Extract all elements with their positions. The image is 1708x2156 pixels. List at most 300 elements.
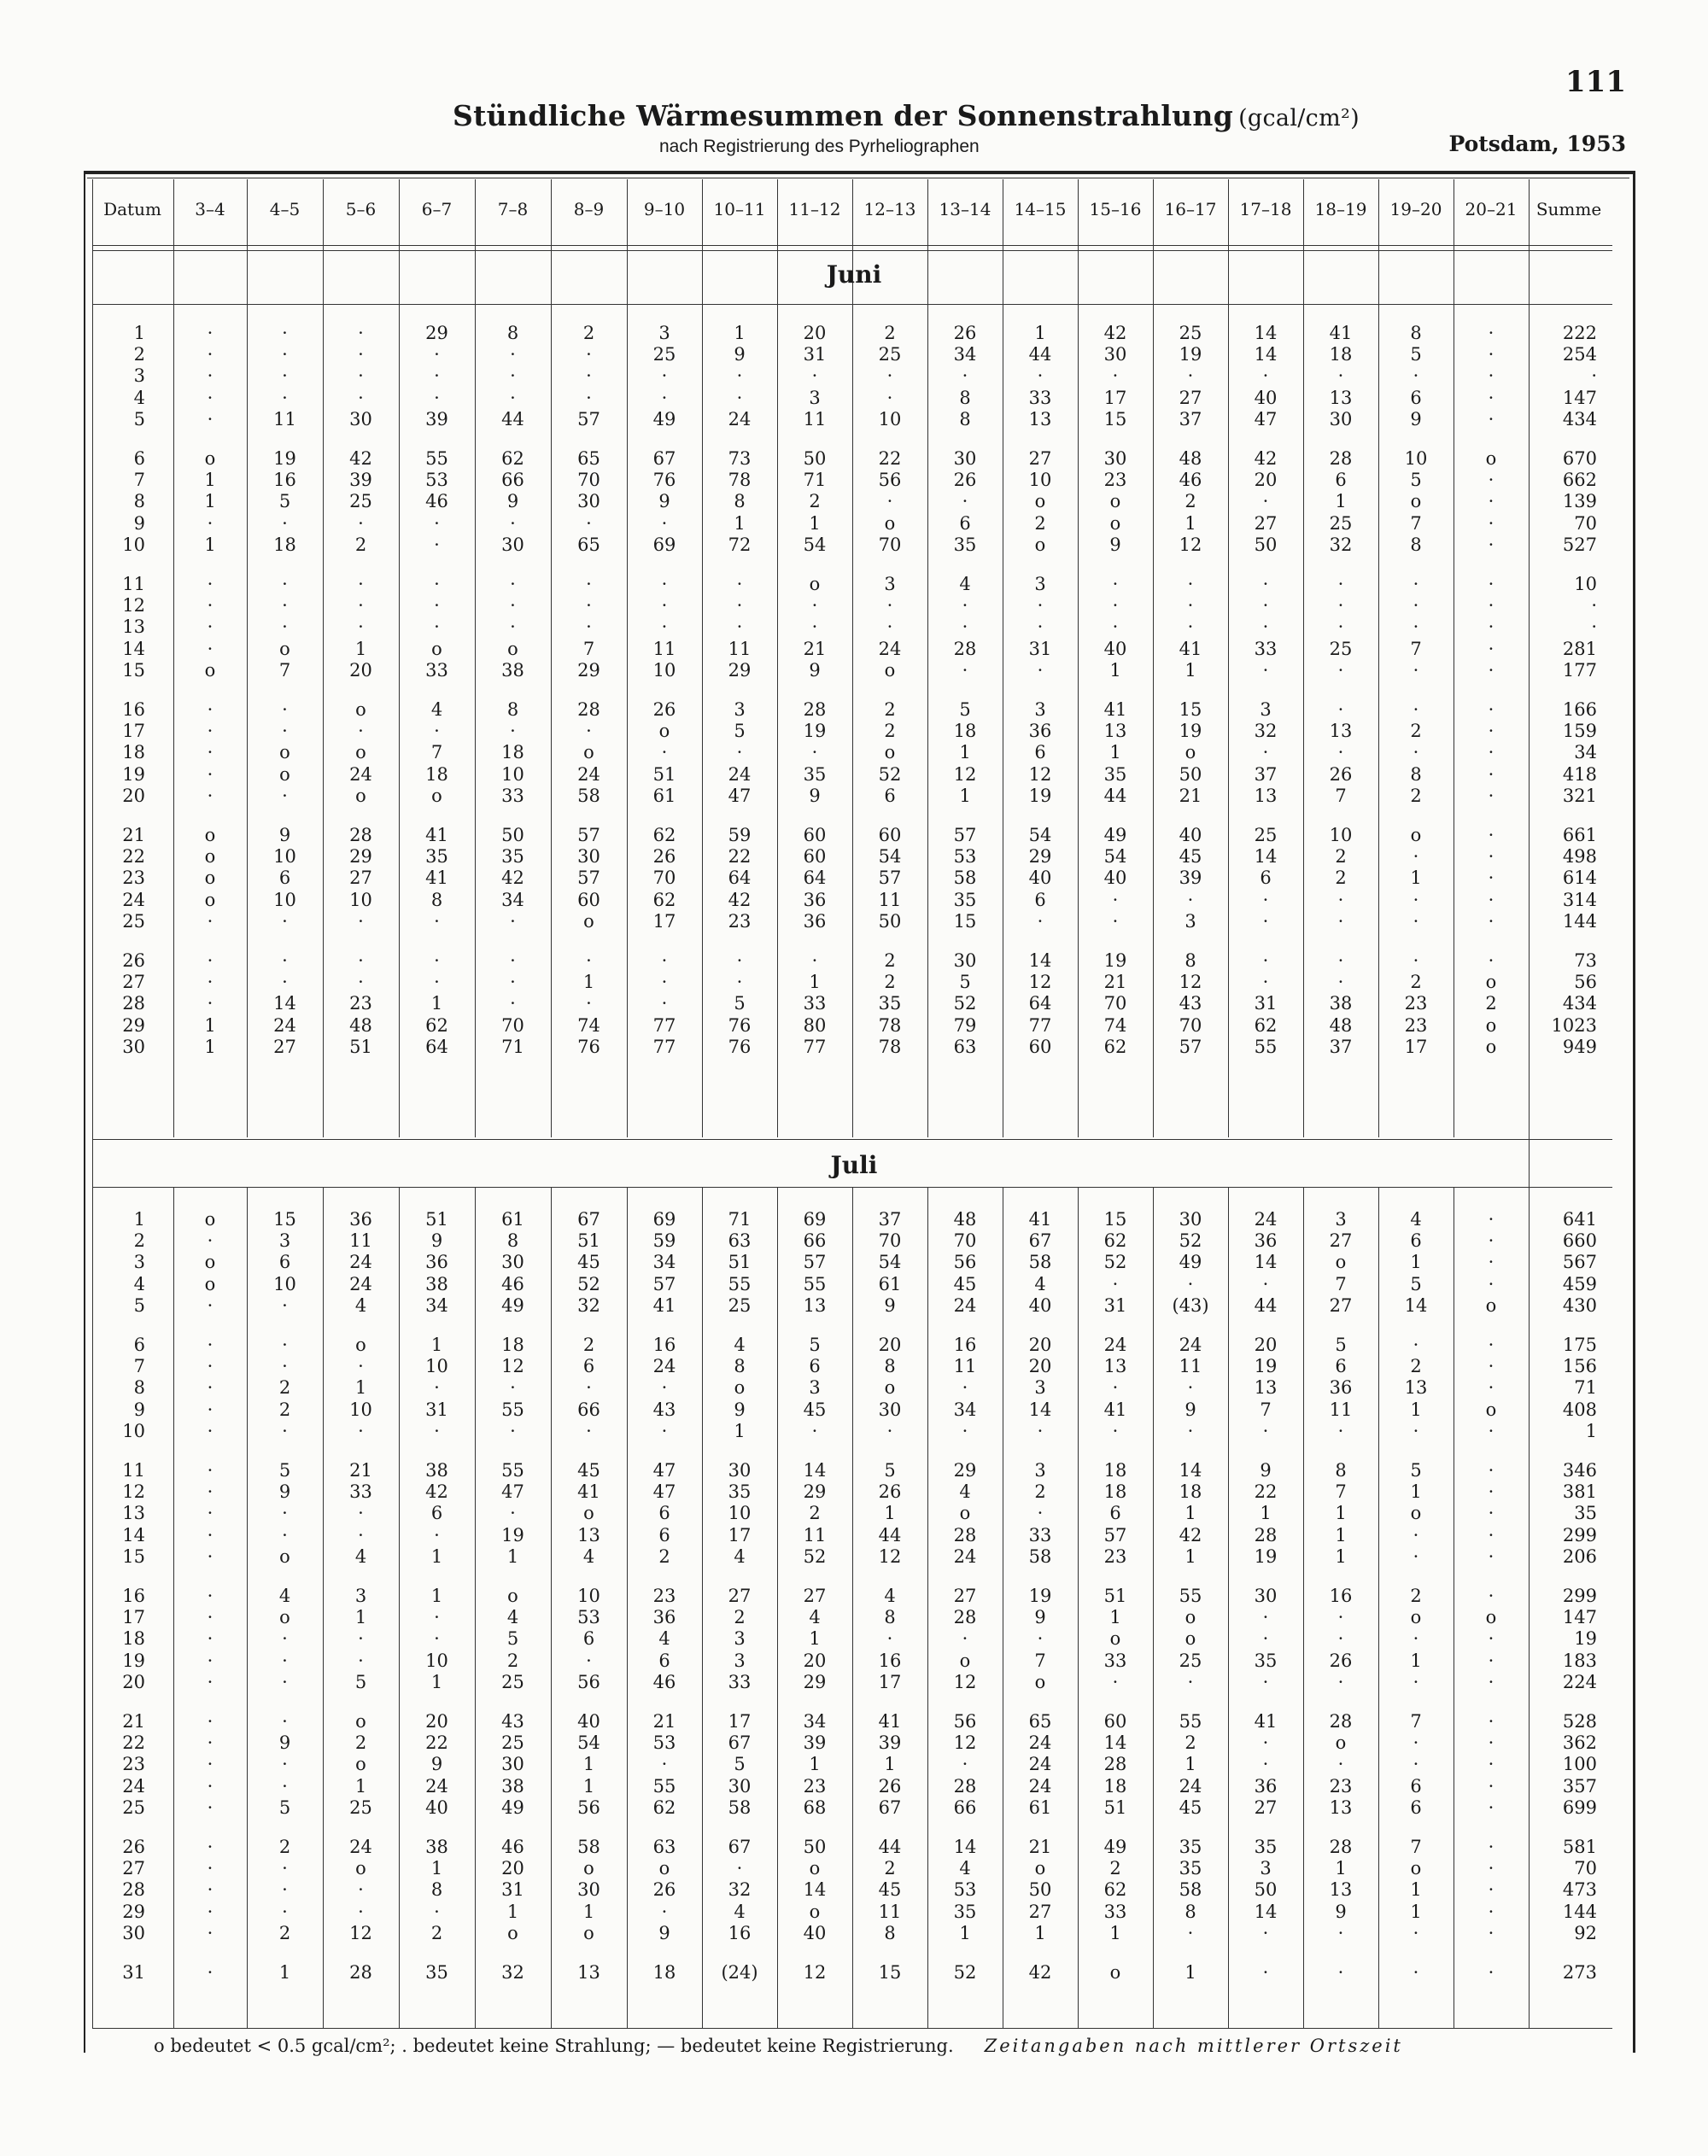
hourly-value: 13 <box>1103 721 1127 742</box>
hourly-value: o <box>1109 491 1121 512</box>
hourly-value: · <box>1262 659 1269 681</box>
column-header-datum: Datum <box>103 199 161 219</box>
hourly-value: · <box>358 616 364 638</box>
hourly-value: · <box>1488 1481 1494 1503</box>
hourly-value: 66 <box>501 470 524 491</box>
hourly-value: · <box>661 574 668 594</box>
hourly-value: · <box>1112 574 1119 594</box>
daily-sum: 147 <box>1562 1607 1597 1628</box>
hourly-value: · <box>207 950 214 971</box>
hourly-value: 1 <box>1410 1650 1422 1671</box>
hourly-value: 9 <box>1260 1460 1272 1481</box>
hourly-value: 2 <box>1410 1586 1422 1606</box>
hourly-value: · <box>207 595 214 616</box>
hourly-value: 33 <box>425 659 448 681</box>
hourly-value: 45 <box>577 1252 600 1273</box>
hourly-value: 27 <box>803 1586 827 1606</box>
hourly-value: · <box>207 1230 214 1252</box>
hourly-value: o <box>884 1377 896 1399</box>
hourly-value: 27 <box>349 868 372 889</box>
hourly-value: 1 <box>1410 1879 1422 1901</box>
hourly-value: 4 <box>959 574 971 594</box>
hourly-value: 54 <box>878 846 902 868</box>
hourly-value: · <box>510 512 516 534</box>
column-header-hour: 16–17 <box>1164 199 1217 219</box>
hourly-value: 13 <box>1103 1356 1127 1377</box>
hourly-value: o <box>1034 534 1046 555</box>
hourly-value: 5 <box>278 491 291 512</box>
hourly-value: 11 <box>803 1524 827 1545</box>
daily-sum: 56 <box>1574 972 1597 993</box>
column-header-hour: 20–21 <box>1465 199 1518 219</box>
hourly-value: · <box>811 595 818 616</box>
hourly-value: 24 <box>349 1837 372 1857</box>
hourly-value: 8 <box>1335 1460 1347 1481</box>
hourly-value: 6 <box>582 1356 595 1377</box>
column-header-hour: 5–6 <box>345 199 377 219</box>
hourly-value: · <box>586 616 592 638</box>
hourly-value: 43 <box>501 1711 524 1732</box>
hourly-value: · <box>1488 1754 1494 1775</box>
hourly-value: · <box>811 616 818 638</box>
hourly-value: · <box>1262 972 1269 993</box>
hourly-value: · <box>207 387 214 408</box>
hourly-value: · <box>282 1335 288 1355</box>
hourly-value: 46 <box>425 491 448 512</box>
daily-sum: 430 <box>1562 1294 1597 1316</box>
hourly-value: 1 <box>734 323 746 343</box>
hourly-value: 11 <box>652 638 676 659</box>
hourly-value: 50 <box>1028 1879 1052 1901</box>
hourly-value: 10 <box>728 1503 752 1524</box>
header-bottom-rule <box>92 245 1612 246</box>
hourly-value: 62 <box>652 1797 676 1818</box>
daily-sum: 73 <box>1574 950 1597 971</box>
hourly-value: 33 <box>1103 1650 1127 1671</box>
hourly-value: 20 <box>1028 1335 1052 1355</box>
hourly-value: · <box>1187 595 1194 616</box>
hourly-value: 76 <box>652 470 676 491</box>
hourly-value: 39 <box>803 1732 827 1754</box>
hourly-value: 57 <box>577 408 600 429</box>
hourly-value: 36 <box>425 1252 448 1273</box>
hourly-value: · <box>962 365 968 387</box>
hourly-value: 1 <box>1410 1481 1422 1503</box>
hourly-value: 34 <box>652 1252 676 1273</box>
daily-sum: 34 <box>1574 742 1597 763</box>
hourly-value: 7 <box>1034 1650 1046 1671</box>
hourly-value: o <box>1184 1628 1196 1650</box>
hourly-value: 21 <box>652 1711 676 1732</box>
hourly-value: 8 <box>430 889 443 910</box>
hourly-value: 4 <box>1034 1273 1046 1294</box>
hourly-value: · <box>358 344 364 365</box>
day-number: 28 <box>122 1879 145 1901</box>
hourly-value: 24 <box>349 763 372 785</box>
hourly-value: 10 <box>273 1273 296 1294</box>
hourly-value: 24 <box>652 1356 676 1377</box>
hourly-value: 13 <box>1028 408 1052 429</box>
hourly-value: 41 <box>1103 699 1127 720</box>
hourly-value: 74 <box>577 1014 600 1036</box>
hourly-value: · <box>1262 1420 1269 1441</box>
hourly-value: 45 <box>803 1399 827 1420</box>
daily-sum: 100 <box>1562 1754 1597 1775</box>
place-year: Potsdam, 1953 <box>1448 131 1626 156</box>
hourly-value: o <box>1034 491 1046 512</box>
hourly-value: 24 <box>1028 1732 1052 1754</box>
day-number: 18 <box>122 1628 145 1650</box>
title-unit: (gcal/cm²) <box>1238 105 1360 131</box>
hourly-value: · <box>207 1545 214 1567</box>
hourly-value: 67 <box>1028 1230 1052 1252</box>
hourly-value: 1 <box>1410 1252 1422 1273</box>
hourly-value: o <box>1335 1732 1347 1754</box>
hourly-value: 27 <box>273 1036 296 1057</box>
daily-sum: · <box>1591 365 1597 387</box>
daily-sum: 254 <box>1562 344 1597 365</box>
day-number: 12 <box>122 1481 145 1503</box>
hourly-value: 12 <box>878 1545 902 1567</box>
hourly-value: 50 <box>803 448 827 469</box>
hourly-value: 14 <box>273 993 296 1014</box>
hourly-value: 5 <box>278 1797 291 1818</box>
hourly-value: · <box>962 616 968 638</box>
hourly-value: 6 <box>658 1650 670 1671</box>
hourly-value: 12 <box>1028 972 1052 993</box>
hourly-value: 66 <box>803 1230 827 1252</box>
hourly-value: · <box>1112 1273 1119 1294</box>
hourly-value: 29 <box>425 323 448 343</box>
hourly-value: 45 <box>1179 846 1202 868</box>
daily-sum: 35 <box>1574 1503 1597 1524</box>
hourly-value: 36 <box>803 910 827 932</box>
daily-sum: 641 <box>1562 1209 1597 1230</box>
hourly-value: 27 <box>1179 387 1202 408</box>
hourly-value: 3 <box>1260 699 1272 720</box>
hourly-value: 33 <box>349 1481 372 1503</box>
hourly-value: · <box>661 950 668 971</box>
hourly-value: 1 <box>278 1962 291 1983</box>
hourly-value: · <box>282 512 288 534</box>
hourly-value: 61 <box>1028 1797 1052 1818</box>
daily-sum: 567 <box>1562 1252 1597 1273</box>
hourly-value: 12 <box>1028 763 1052 785</box>
hourly-value: 60 <box>1103 1711 1127 1732</box>
hourly-value: 29 <box>349 846 372 868</box>
hourly-value: 64 <box>728 868 752 889</box>
hourly-value: · <box>510 595 516 616</box>
hourly-value: 63 <box>728 1230 752 1252</box>
hourly-value: o <box>204 889 216 910</box>
hourly-value: 6 <box>1260 868 1272 889</box>
hourly-value: o <box>959 1650 971 1671</box>
daily-sum: 434 <box>1562 408 1597 429</box>
hourly-value: o <box>658 721 670 742</box>
hourly-value: 29 <box>803 1671 827 1692</box>
hourly-value: 14 <box>803 1879 827 1901</box>
hourly-value: 62 <box>1103 1879 1127 1901</box>
hourly-value: 2 <box>884 721 896 742</box>
hourly-value: 9 <box>1034 1607 1046 1628</box>
daily-sum: · <box>1591 616 1597 638</box>
hourly-value: 35 <box>425 1962 448 1983</box>
hourly-value: o <box>583 910 594 932</box>
hourly-value: · <box>358 1628 364 1650</box>
hourly-value: 35 <box>803 763 827 785</box>
hourly-value: (24) <box>721 1962 758 1983</box>
hourly-value: 30 <box>1329 408 1353 429</box>
hourly-value: 12 <box>501 1356 524 1377</box>
hourly-value: o <box>204 448 216 469</box>
daily-sum: 281 <box>1562 638 1597 659</box>
column-header-hour: 14–15 <box>1014 199 1067 219</box>
hourly-value: 1 <box>1410 868 1422 889</box>
hourly-value: · <box>586 574 592 594</box>
day-number: 6 <box>133 1335 145 1355</box>
hourly-value: 1 <box>1260 1503 1272 1524</box>
hourly-value: 7 <box>1335 1481 1347 1503</box>
hourly-value: 28 <box>953 1775 977 1797</box>
hourly-value: 19 <box>803 721 827 742</box>
hourly-value: 39 <box>1179 868 1202 889</box>
hourly-value: 67 <box>878 1797 902 1818</box>
daily-sum: 314 <box>1562 889 1597 910</box>
table-left-rule <box>92 179 93 2028</box>
hourly-value: 11 <box>273 408 296 429</box>
hourly-value: 7 <box>1335 785 1347 806</box>
hourly-value: 16 <box>728 1922 752 1943</box>
hourly-value: 62 <box>1254 1014 1278 1036</box>
hourly-value: 56 <box>878 470 902 491</box>
hourly-value: 17 <box>652 910 676 932</box>
day-number: 3 <box>133 365 145 387</box>
daily-sum: 177 <box>1562 659 1597 681</box>
hourly-value: 47 <box>501 1481 524 1503</box>
hourly-value: 5 <box>506 1628 519 1650</box>
hourly-value: 14 <box>803 1460 827 1481</box>
hourly-value: 40 <box>1103 868 1127 889</box>
hourly-value: 11 <box>349 1230 372 1252</box>
hourly-value: · <box>1488 616 1494 638</box>
table-bottom-rule <box>92 2028 1612 2029</box>
hourly-value: 57 <box>953 825 977 845</box>
time-note: Zeitangaben nach mittlerer Ortszeit <box>984 2036 1403 2056</box>
hourly-value: 1 <box>1335 491 1347 512</box>
hourly-value: 4 <box>658 1628 670 1650</box>
hourly-value: · <box>1037 910 1044 932</box>
hourly-value: · <box>207 1460 214 1481</box>
hourly-value: 52 <box>577 1273 600 1294</box>
hourly-value: 10 <box>425 1650 448 1671</box>
hourly-value: 12 <box>1179 534 1202 555</box>
hourly-value: · <box>586 344 592 365</box>
hourly-value: 1 <box>204 1014 216 1036</box>
day-number: 22 <box>122 1732 145 1754</box>
hourly-value: · <box>510 365 516 387</box>
hourly-value: 1 <box>809 1754 821 1775</box>
hourly-value: · <box>434 574 440 594</box>
hourly-value: 2 <box>884 699 896 720</box>
hourly-value: 17 <box>878 1671 902 1692</box>
footer-legend <box>154 2036 1403 2056</box>
hourly-value: 70 <box>577 470 600 491</box>
hourly-value: 58 <box>1179 1879 1202 1901</box>
hourly-value: 1 <box>1184 1962 1196 1983</box>
column-header-hour: 6–7 <box>421 199 453 219</box>
hourly-value: o <box>507 1922 518 1943</box>
hourly-value: 24 <box>349 1252 372 1273</box>
hourly-value: 31 <box>425 1399 448 1420</box>
hourly-value: · <box>1488 1460 1494 1481</box>
hourly-value: · <box>207 1607 214 1628</box>
hourly-value: 13 <box>1254 785 1278 806</box>
hourly-value: · <box>586 1420 592 1441</box>
hourly-value: 7 <box>1410 638 1422 659</box>
hourly-value: 1 <box>959 742 971 763</box>
hourly-value: 36 <box>349 1209 372 1230</box>
hourly-value: 5 <box>959 699 971 720</box>
hourly-value: o <box>1109 1628 1121 1650</box>
hourly-value: 21 <box>1103 972 1127 993</box>
hourly-value: 51 <box>652 763 676 785</box>
hourly-value: · <box>661 1901 668 1922</box>
hourly-value: 50 <box>1254 1879 1278 1901</box>
hourly-value: · <box>886 491 893 512</box>
hourly-value: · <box>207 1732 214 1754</box>
hourly-value: · <box>1337 742 1344 763</box>
hourly-value: 41 <box>652 1294 676 1316</box>
hourly-value: 69 <box>652 534 676 555</box>
hourly-value: 49 <box>1179 1252 1202 1273</box>
hourly-value: 42 <box>425 1481 448 1503</box>
hourly-value: 79 <box>953 1014 977 1036</box>
hourly-value: 5 <box>354 1671 367 1692</box>
hourly-value: 9 <box>506 491 519 512</box>
hourly-value: 56 <box>953 1711 977 1732</box>
hourly-value: 22 <box>1254 1481 1278 1503</box>
hourly-value: · <box>1488 1545 1494 1567</box>
hourly-value: · <box>1488 1962 1494 1983</box>
hourly-value: · <box>886 365 893 387</box>
hourly-value: o <box>1485 1014 1497 1036</box>
hourly-value: · <box>434 1901 440 1922</box>
hourly-value: 2 <box>278 1399 291 1420</box>
hourly-value: 33 <box>803 993 827 1014</box>
hourly-value: 10 <box>501 763 524 785</box>
hourly-value: 36 <box>803 889 827 910</box>
hourly-value: 59 <box>652 1230 676 1252</box>
hourly-value: · <box>661 387 668 408</box>
hourly-value: 41 <box>1103 1399 1127 1420</box>
hourly-value: · <box>1413 1335 1419 1355</box>
day-number: 29 <box>122 1901 145 1922</box>
hourly-value: 39 <box>349 470 372 491</box>
hourly-value: 64 <box>803 868 827 889</box>
hourly-value: · <box>207 785 214 806</box>
hourly-value: 1 <box>1335 1858 1347 1879</box>
hourly-value: 14 <box>1254 1252 1278 1273</box>
hourly-value: · <box>282 365 288 387</box>
hourly-value: 6 <box>1335 470 1347 491</box>
hourly-value: o <box>279 742 290 763</box>
hourly-value: 31 <box>1254 993 1278 1014</box>
hourly-value: · <box>207 408 214 429</box>
hourly-value: 9 <box>1109 534 1121 555</box>
day-number: 7 <box>133 1356 145 1377</box>
hourly-value: 24 <box>953 1545 977 1567</box>
hourly-value: · <box>207 616 214 638</box>
hourly-value: · <box>1488 1209 1494 1230</box>
hourly-value: · <box>1337 889 1344 910</box>
hourly-value: · <box>1112 1377 1119 1399</box>
hourly-value: 9 <box>809 659 821 681</box>
daily-sum: 147 <box>1562 387 1597 408</box>
hourly-value: · <box>207 763 214 785</box>
hourly-value: 1 <box>204 491 216 512</box>
hourly-value: 13 <box>1254 1377 1278 1399</box>
daily-sum: 224 <box>1562 1671 1597 1692</box>
hourly-value: 27 <box>1028 1901 1052 1922</box>
day-number: 23 <box>122 1754 145 1775</box>
hourly-value: · <box>886 616 893 638</box>
hourly-value: 1 <box>430 1545 443 1567</box>
hourly-value: 58 <box>953 868 977 889</box>
hourly-value: 1 <box>809 512 821 534</box>
hourly-value: 28 <box>953 638 977 659</box>
hourly-value: 1 <box>1109 659 1121 681</box>
hourly-value: · <box>1413 1962 1419 1983</box>
hourly-value: 24 <box>728 408 752 429</box>
hourly-value: · <box>811 1420 818 1441</box>
hourly-value: 2 <box>809 1503 821 1524</box>
hourly-value: 7 <box>1335 1273 1347 1294</box>
hourly-value: · <box>434 950 440 971</box>
hourly-value: 12 <box>1179 972 1202 993</box>
hourly-value: · <box>1262 574 1269 594</box>
hourly-value: 2 <box>506 1650 519 1671</box>
hourly-value: 60 <box>577 889 600 910</box>
hourly-value: 41 <box>577 1481 600 1503</box>
daily-sum: 528 <box>1562 1711 1597 1732</box>
hourly-value: 23 <box>803 1775 827 1797</box>
hourly-value: 62 <box>501 448 524 469</box>
hourly-value: 2 <box>582 1335 595 1355</box>
hourly-value: 26 <box>878 1775 902 1797</box>
hourly-value: 45 <box>953 1273 977 1294</box>
hourly-value: · <box>661 972 668 993</box>
hourly-value: · <box>207 910 214 932</box>
hourly-value: · <box>1488 595 1494 616</box>
hourly-value: 36 <box>1028 721 1052 742</box>
hourly-value: 20 <box>425 1711 448 1732</box>
day-number: 26 <box>122 950 145 971</box>
hourly-value: · <box>282 1879 288 1901</box>
hourly-value: 6 <box>1034 742 1046 763</box>
hourly-value: 18 <box>1179 1481 1202 1503</box>
hourly-value: 29 <box>953 1460 977 1481</box>
hourly-value: 28 <box>1329 1711 1353 1732</box>
hourly-value: 26 <box>953 323 977 343</box>
hourly-value: · <box>1488 1775 1494 1797</box>
hourly-value: · <box>207 574 214 594</box>
hourly-value: 15 <box>953 910 977 932</box>
daily-sum: 498 <box>1562 846 1597 868</box>
hourly-value: 63 <box>652 1837 676 1857</box>
hourly-value: 26 <box>1329 1650 1353 1671</box>
month-label: Juli <box>830 1151 878 1179</box>
hourly-value: · <box>1488 1922 1494 1943</box>
